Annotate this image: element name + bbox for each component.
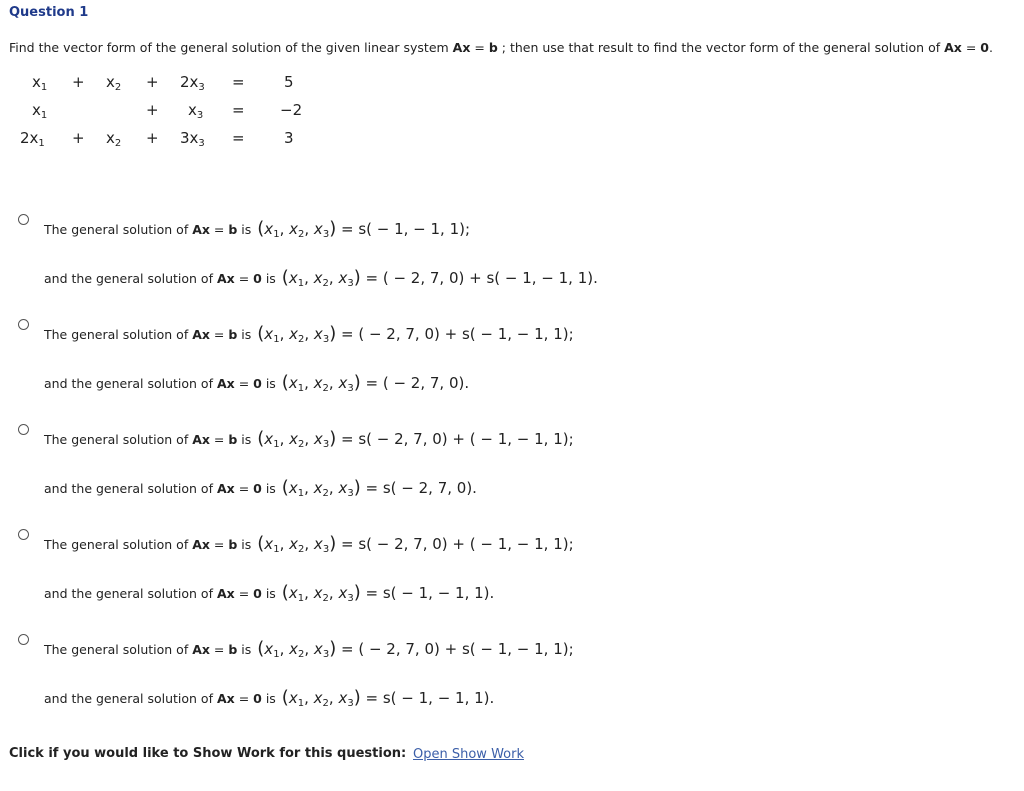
option-e-b-expr: = ( − 2, 7, 0) + s( − 1, − 1, 1); [336, 640, 574, 658]
option-d-b-expr: = s( − 2, 7, 0) + ( − 1, − 1, 1); [336, 535, 574, 553]
option-b-b-expr: = ( − 2, 7, 0) + s( − 1, − 1, 1); [336, 325, 574, 343]
system-r1-plus1: + [72, 73, 85, 91]
question-prompt: Find the vector form of the general solution of the given linear system Ax = b ; then use that result to find the vector form of the general solution of Ax = 0. [9, 40, 993, 55]
option-e-b-line: The general solution of Ax = b is ($x_1$, $x_2$, $x_3$) = ( − 2, 7, 0) + s( − 1, − 1, 1); [44, 638, 574, 660]
system-r3-term2: $x_2$ [106, 129, 122, 149]
option-b-zero-line: and the general solution of Ax = 0 is ($x_1$, $x_2$, $x_3$) = ( − 2, 7, 0). [44, 372, 470, 394]
option-a-zero-expr: = ( − 2, 7, 0) + s( − 1, − 1, 1). [360, 269, 598, 287]
option-e-zero-line: and the general solution of Ax = 0 is ($x_1$, $x_2$, $x_3) = s( - 1$, − 1, 1). [44, 687, 495, 709]
show-work-prompt: Click if you would like to Show Work for this question: [9, 746, 407, 761]
system-r2-equals: = [232, 101, 245, 119]
system-r3-term3: $3x_3$ [180, 129, 205, 149]
option-e-radio[interactable] [18, 634, 29, 645]
option-c-zero-line: and the general solution of Ax = 0 is ($x_1$, $x_2$, $x_3) = s( - 2$, 7, 0). [44, 477, 477, 499]
system-r1-equals: = [232, 73, 245, 91]
system-r2-term1: $x_1$ [32, 101, 48, 121]
option-b-radio[interactable] [18, 319, 29, 330]
option-c-b-expr: = s( − 2, 7, 0) + ( − 1, − 1, 1); [336, 430, 574, 448]
system-r1-term3: $2x_3$ [180, 73, 205, 93]
option-a-b-expr: = s( − 1, − 1, 1); [336, 220, 471, 238]
option-b-zero-expr: = ( − 2, 7, 0). [360, 374, 470, 392]
option-a-b-line: The general solution of Ax = b is ($x_1$, $x_2$, $x_3) = s( - 1$, − 1, 1); [44, 218, 471, 240]
option-c-b-line: The general solution of Ax = b is ($x_1$, $x_2$, $x_3) = s( - 2$, 7, 0) + ( − 1, − 1, 1); [44, 428, 574, 450]
question-title: Question 1 [9, 5, 89, 20]
open-show-work-link[interactable]: Open Show Work [413, 747, 524, 762]
system-r3-equals: = [232, 129, 245, 147]
option-d-radio[interactable] [18, 529, 29, 540]
system-r3-rhs: 3 [284, 129, 294, 147]
system-r3-plus2: + [146, 129, 159, 147]
option-d-zero-line: and the general solution of Ax = 0 is ($x_1$, $x_2$, $x_3) = s( - 1$, − 1, 1). [44, 582, 495, 604]
system-r3-plus1: + [72, 129, 85, 147]
system-r1-rhs: 5 [284, 73, 294, 91]
option-c-radio[interactable] [18, 424, 29, 435]
option-a-radio[interactable] [18, 214, 29, 225]
system-r2-rhs: −2 [280, 101, 303, 119]
system-r2-term3: $x_3$ [188, 101, 204, 121]
system-r2-plus2: + [146, 101, 159, 119]
option-c-zero-expr: = s( − 2, 7, 0). [360, 479, 477, 497]
system-r1-plus2: + [146, 73, 159, 91]
system-r1-term1: $x_1$ [32, 73, 48, 93]
option-d-b-line: The general solution of Ax = b is ($x_1$, $x_2$, $x_3) = s( - 2$, 7, 0) + ( − 1, − 1, 1); [44, 533, 574, 555]
option-e-zero-expr: = s( − 1, − 1, 1). [360, 689, 495, 707]
system-r1-term2: $x_2$ [106, 73, 122, 93]
system-r3-term1: $2x_1$ [20, 129, 45, 149]
option-a-zero-line: and the general solution of Ax = 0 is ($x_1$, $x_2$, $x_3$) = ( − 2, 7, 0) + s( − 1, − 1, 1). [44, 267, 598, 289]
option-b-b-line: The general solution of Ax = b is ($x_1$, $x_2$, $x_3$) = ( − 2, 7, 0) + s( − 1, − 1, 1); [44, 323, 574, 345]
option-d-zero-expr: = s( − 1, − 1, 1). [360, 584, 495, 602]
